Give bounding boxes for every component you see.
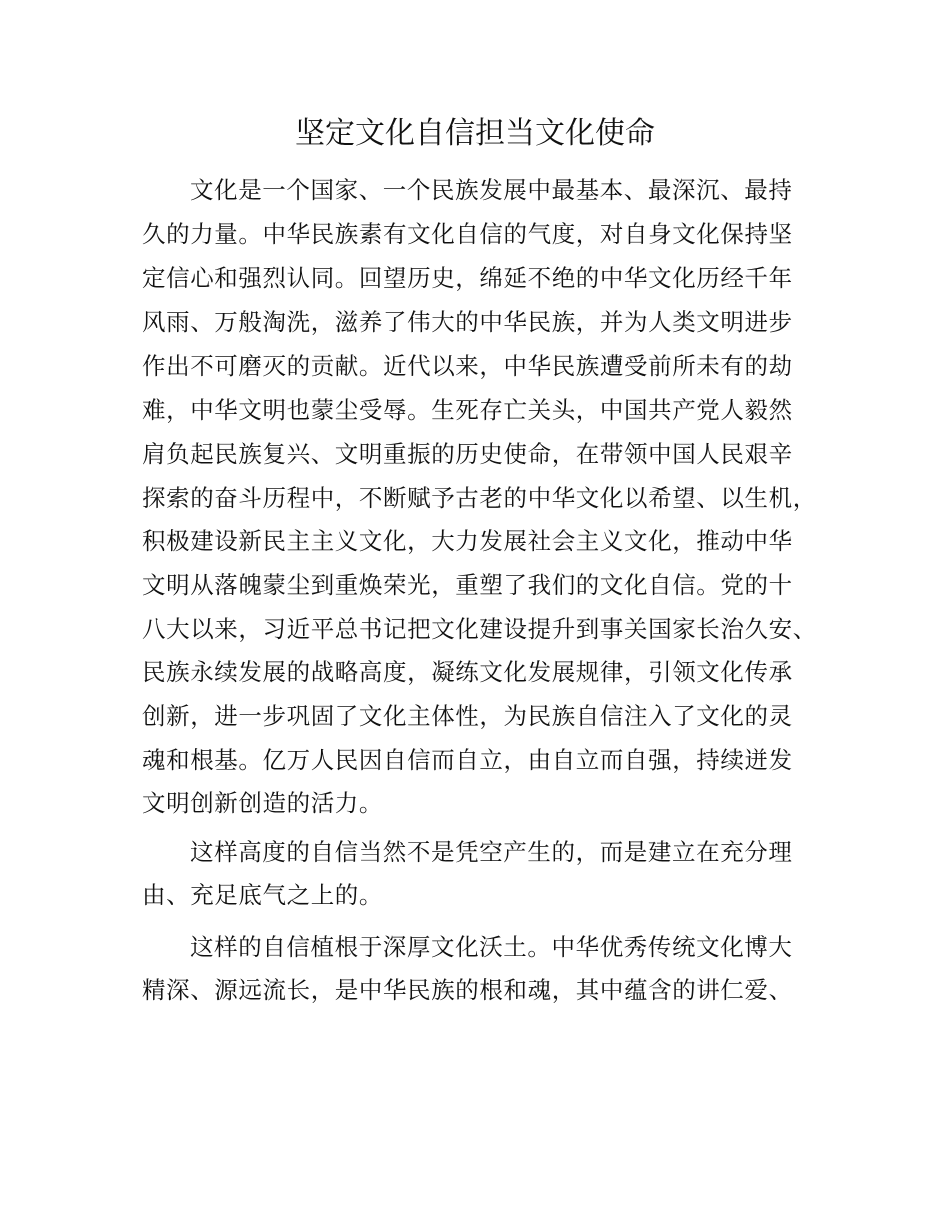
paragraph-1-line: 风雨、万般淘洗，滋养了伟大的中华民族，并为人类文明进步 (142, 308, 793, 336)
paragraph-1-line: 肩负起民族复兴、文明重振的历史使命，在带领中国人民艰辛 (142, 440, 793, 468)
paragraph-3-line: 精深、源远流长，是中华民族的根和魂，其中蕴含的讲仁爱、 (142, 976, 793, 1004)
paragraph-1-line: 文明从落魄蒙尘到重焕荣光，重塑了我们的文化自信。党的十 (142, 571, 793, 599)
paragraph-1-line: 定信心和强烈认同。回望历史，绵延不绝的中华文化历经千年 (142, 264, 793, 292)
paragraph-1-line: 魂和根基。亿万人民因自信而自立，由自立而自强，持续迸发 (142, 746, 793, 774)
paragraph-2-line: 由、充足底气之上的。 (142, 881, 383, 909)
paragraph-1-line: 积极建设新民主主义文化，大力发展社会主义文化，推动中华 (142, 527, 793, 555)
paragraph-1-line: 作出不可磨灭的贡献。近代以来，中华民族遭受前所未有的劫 (142, 352, 793, 380)
paragraph-2-line: 这样高度的自信当然不是凭空产生的，而是建立在充分理 (190, 838, 793, 866)
paragraph-1-line: 文化是一个国家、一个民族发展中最基本、最深沉、最持 (190, 176, 793, 204)
paragraph-1-line: 创新，进一步巩固了文化主体性，为民族自信注入了文化的灵 (142, 702, 793, 730)
paragraph-1-line: 八大以来，习近平总书记把文化建设提升到事关国家长治久安、 (142, 615, 817, 643)
paragraph-1-line: 文明创新创造的活力。 (142, 789, 383, 817)
paragraph-3-line: 这样的自信植根于深厚文化沃土。中华优秀传统文化博大 (190, 933, 793, 961)
paragraph-1-line: 探索的奋斗历程中，不断赋予古老的中华文化以希望、以生机， (142, 484, 817, 512)
paragraph-1-line: 民族永续发展的战略高度，凝练文化发展规律，引领文化传承 (142, 658, 793, 686)
paragraph-1-line: 久的力量。中华民族素有文化自信的气度，对自身文化保持坚 (142, 220, 793, 248)
paragraph-1-line: 难，中华文明也蒙尘受辱。生死存亡关头，中国共产党人毅然 (142, 396, 793, 424)
document-title: 坚定文化自信担当文化使命 (295, 116, 655, 151)
